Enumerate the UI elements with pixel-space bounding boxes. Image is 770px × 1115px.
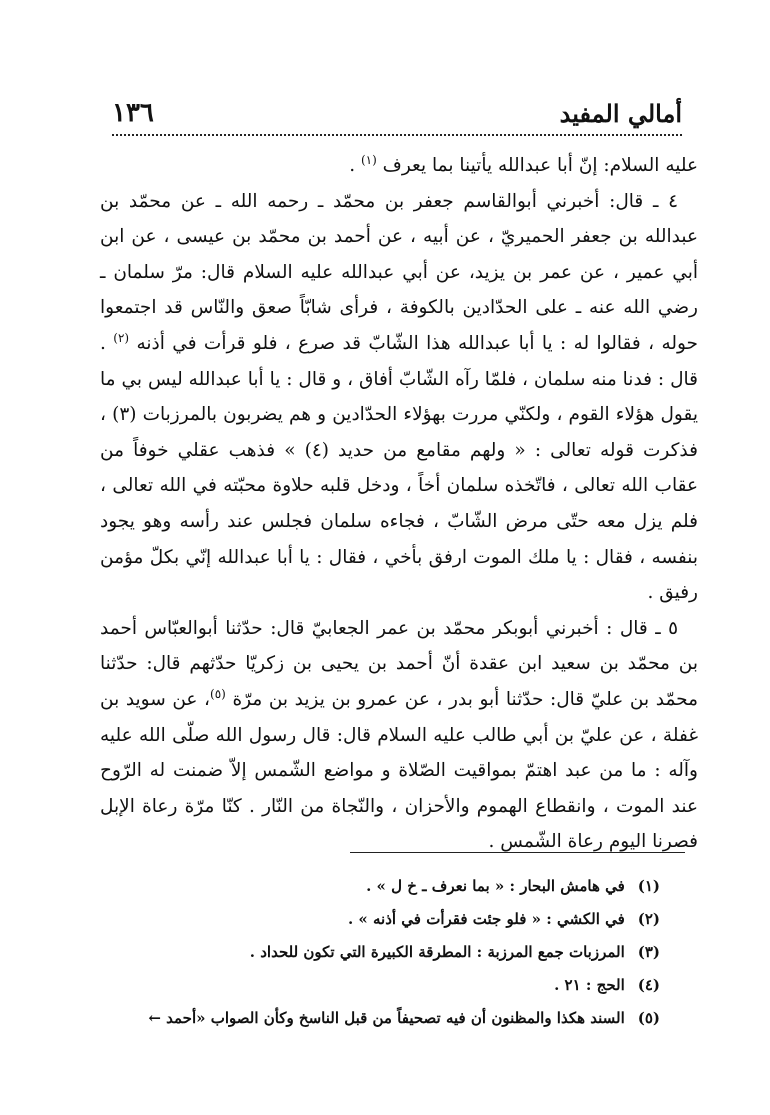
footnote-item [100,969,660,1002]
footnote-ref: (٥) [210,686,226,701]
footnote-number: (٤) [637,976,660,994]
book-title: أمالي المفيد [559,98,682,128]
footnote-number: (٢) [637,910,660,928]
footnote-item [100,936,660,969]
paragraph-text: ٤ ـ قال: أخبرني أبوالقاسم جعفر بن محمّد ـ رحمه الله ـ عن محمّد بن عبدالله بن جعفر الحميريّ ، عن أبيه ، عن أحمد بن محمّد بن عيسى ، عن ابن أبي عمير ، عن عمر بن يزيد، عن أبي عبدالله عليه السلام قال: مرّ سلمان ـ رضي الله عنه ـ على الحدّادين بالكوفة ، فرأى شابّاً صعق والنّاس قد اجتمعوا حوله ، فقالوا له : يا أبا عبدالله هذا الشّابّ قد صرع ، فلو قرأت في أذنه [100,190,698,354]
footnote-ref: (١) [360,152,377,167]
header-divider [112,134,682,136]
footnote-item [100,1002,660,1035]
footnote-item [100,903,660,936]
paragraph-tail: . [349,155,361,176]
paragraph-3 [100,611,698,860]
footnote-text: الحج : ٢١ . [554,976,625,994]
footnote-text: في هامش البحار : « بما نعرف ـ خ ل » . [366,877,625,895]
footnote-number: (٥) [637,1009,660,1027]
paragraph-tail: . قال : فدنا منه سلمان ، فلمّا رآه الشّابّ أفاق ، و قال : يا أبا عبدالله ليس بي ما يقول هؤلاء القوم ، ولكنّي مررت بهؤلاء الحدّادين و هم يضربون بالمرزبات (٣) ، فذكرت قوله تعالى : « ولهم مقامع من حديد (٤) » فذهب عقلي خوفاً من عقاب الله تعالى ، فاتّخذه سلمان أخاً ، ودخل قلبه حلاوة محبّته في الله تعالى ، فلم يزل معه حتّى مرض الشّابّ ، فجاءه سلمان فجلس عند رأسه وهو يجود بنفسه ، فقال : يا ملك الموت ارفق بأخي ، فقال : يا أبا عبدالله إنّي بكلّ مؤمن رفيق . [100,332,698,604]
page-header [112,96,682,130]
footnote-item [100,870,660,903]
footnote-text: في الكشي : « فلو جئت فقرأت في أذنه » . [347,910,625,928]
footnote-text: المرزبات جمع المرزبة : المطرقة الكبيرة التي تكون للحداد . [249,943,625,961]
paragraph-2 [100,184,698,611]
footnote-ref: (٢) [113,330,130,345]
footnotes [100,870,660,1035]
footnote-divider [350,852,685,853]
paragraph-tail: ، عن سويد بن غفلة ، عن عليّ بن أبي طالب عليه السلام قال: قال رسول الله صلّى الله عليه وآله : ما من عبد اهتمّ بمواقيت الصّلاة و مواضع الشّمس إلاّ ضمنت له الرّوح عند الموت ، وانقطاع الهموم والأحزان ، والنّجاة من النّار . كنّا مرّة رعاة الإبل فصرنا اليوم رعاة الشّمس . [100,688,698,853]
footnote-number: (١) [637,877,660,895]
page-number: ١٣٦ [112,98,154,128]
paragraph-text: عليه السلام: إنّ أبا عبدالله يأتينا بما يعرف [382,155,698,176]
paragraph-text: ٥ ـ قال : أخبرني أبوبكر محمّد بن عمر الجعابيّ قال: حدّثنا أبوالعبّاس أحمد بن محمّد بن سعيد ابن عقدة أنّ أحمد بن يحيى بن زكريّا حدّثهم قال: حدّثنا محمّد بن عليّ قال: حدّثنا أبو بدر ، عن عمرو بن يزيد بن مرّة [100,617,698,710]
main-text [100,148,698,860]
paragraph-1 [100,148,698,184]
footnote-number: (٣) [637,943,660,961]
footnote-text: السند هكذا والمظنون أن فيه تصحيفاً من قبل الناسخ وكأن الصواب «أحمد ← [148,1009,625,1027]
